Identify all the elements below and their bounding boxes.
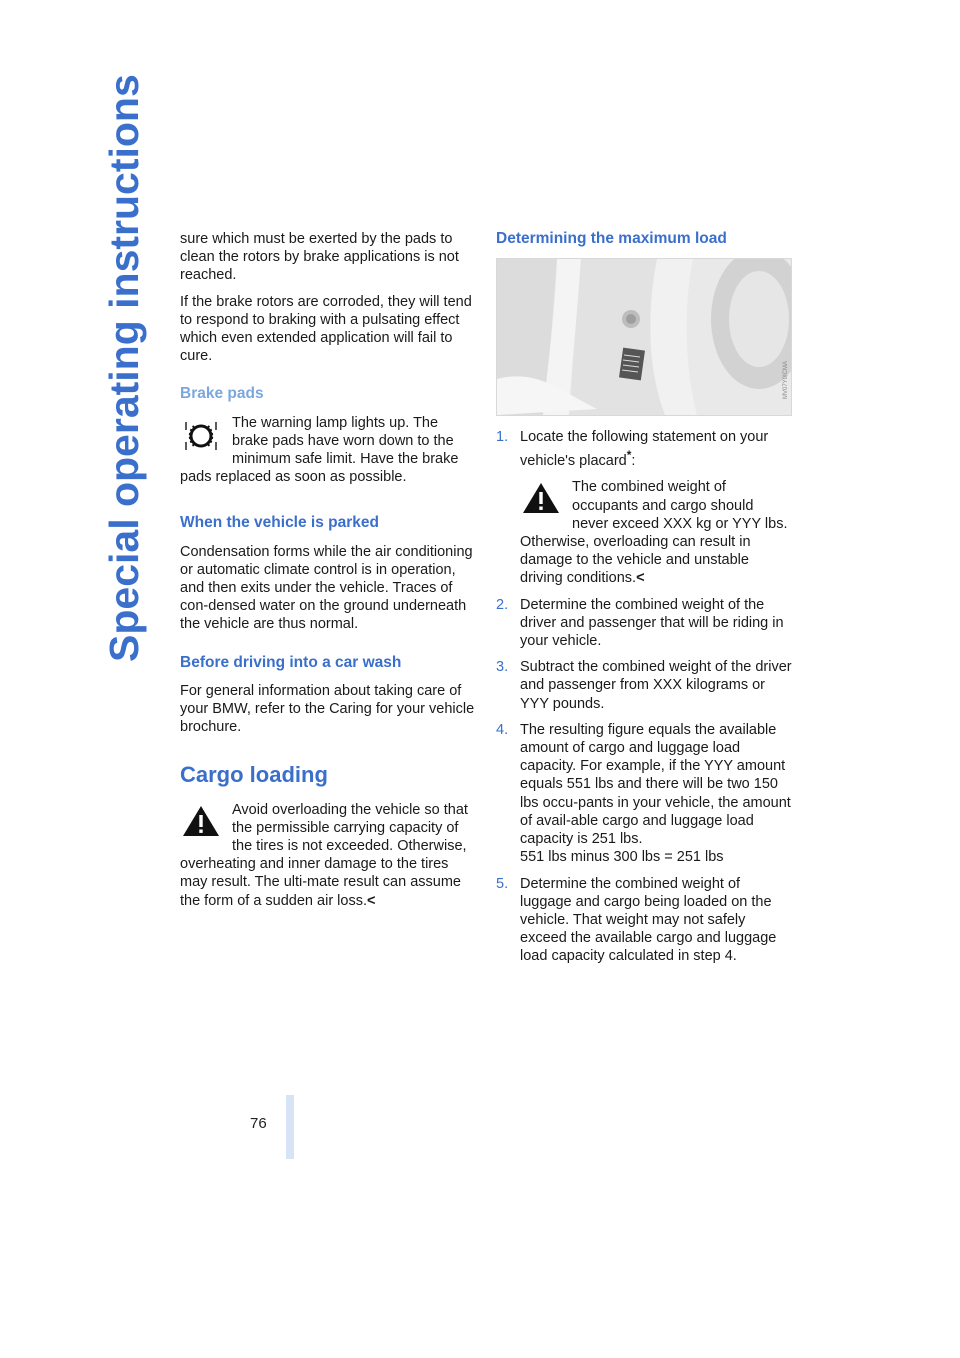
step-number: 4. [496, 721, 509, 738]
step-text: Locate the following statement on your vehicle's placard [520, 429, 769, 470]
step-text: Determine the combined weight of the driver and passenger that will be riding in your vehicle. [520, 596, 784, 650]
section-heading-max-load: Determining the maximum load [496, 230, 727, 247]
step-suffix: : [631, 453, 636, 470]
page-marker-bar [286, 1095, 294, 1159]
placard-warning [520, 478, 792, 587]
left-column [180, 230, 476, 918]
paragraph: sure which must be exerted by the pads to clean the rotors by brake applications is not reached. [180, 231, 459, 284]
car-wash-text: For general information about taking care of your BMW, refer to the Caring for your vehicle brochure. [180, 682, 475, 736]
step-number: 1. [496, 429, 509, 446]
list-item [496, 658, 792, 713]
step-text: Subtract the combined weight of the driver and passenger from XXX kilograms or YYY pounds. [520, 659, 792, 712]
steps-list [496, 428, 792, 965]
step-number: 5. [496, 875, 509, 892]
section-heading-brake-pads: Brake pads [180, 385, 264, 403]
placard-location-photo [496, 258, 792, 416]
section-heading-cargo-loading: Cargo loading [180, 762, 328, 788]
cargo-warning-body: Avoid overloading the vehicle so that the permissible carrying capacity of the tires is not exceeded. Otherwise, overheating and inner damage to the tires may result. The ulti-mate result can assume the form of a sudden air loss. [180, 801, 468, 909]
optional-equipment-star: * [626, 448, 632, 463]
list-item [496, 428, 792, 587]
cargo-warning [180, 801, 476, 918]
list-item [496, 875, 792, 966]
end-mark: < [636, 570, 645, 587]
step-number: 3. [496, 659, 509, 676]
side-section-title [80, 40, 160, 665]
brake-pads-text: The warning lamp lights up. The brake pads have worn down to the minimum safe limit. Have the brake pads replaced as soon as possible. [180, 414, 459, 486]
warning-triangle-icon [180, 803, 222, 843]
right-column [496, 230, 792, 974]
placard-warning-text: The combined weight of occupants and cargo should never exceed XXX kg or YYY lbs. Otherwise, overloading can result in damage to the vehicle and unstable driving conditions. [520, 479, 788, 587]
list-item [496, 596, 792, 651]
paragraph: If the brake rotors are corroded, they will tend to respond to braking with a pulsating effect which even extended application will fail to cure. [180, 293, 472, 365]
brake-pads-note [180, 414, 476, 495]
list-item [496, 721, 792, 867]
warning-triangle-icon [520, 480, 562, 520]
cargo-warning-text [180, 801, 476, 910]
step-number: 2. [496, 596, 509, 613]
photo-code: MV07Y0ICMA [783, 361, 789, 400]
end-mark: < [367, 892, 376, 909]
step-text: The resulting figure equals the available amount of cargo and luggage load capacity. For example, if the YYY amount equals 551 lbs and there will be two 150 lbs occu-pants in your vehicle, the amount of avail-able cargo and luggage load capacity is 251 lbs. [520, 721, 791, 848]
side-section-title-text: Special operating instructions [101, 74, 147, 662]
step-text: Determine the combined weight of luggage and cargo being loaded on the vehicle. That weight may not safely exceed the available cargo and luggage load capacity calculated in step 4. [520, 875, 777, 965]
parked-text: Condensation forms while the air conditioning or automatic climate control is in operation, and then exits under the vehicle. Traces of con-densed water on the ground underneath the vehicle are thus normal. [180, 543, 473, 633]
section-heading-parked: When the vehicle is parked [180, 514, 379, 532]
section-heading-car-wash: Before driving into a car wash [180, 653, 402, 671]
step-calculation: 551 lbs minus 300 lbs = 251 lbs [520, 849, 724, 866]
page-number: 76 [250, 1115, 267, 1132]
brake-pad-warning-icon [180, 416, 222, 456]
